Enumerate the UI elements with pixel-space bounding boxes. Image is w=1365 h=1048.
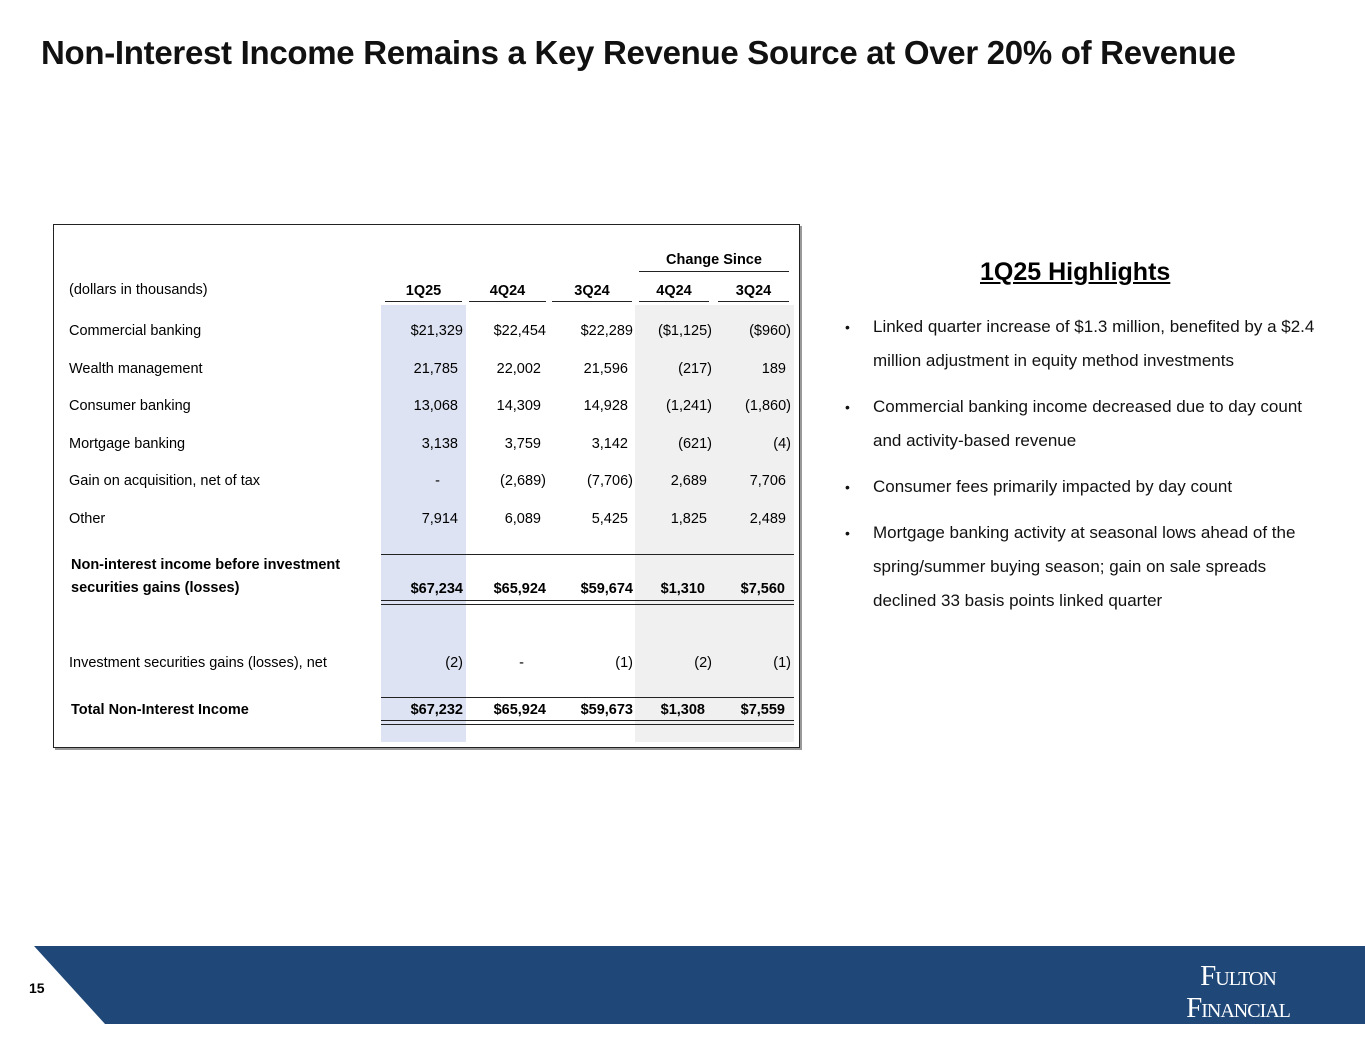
cell: $1,310 — [660, 581, 705, 597]
cell: 2,489 — [749, 511, 786, 527]
change-since-underline — [639, 271, 789, 272]
cell: 5,425 — [591, 511, 628, 527]
cell: 21,596 — [583, 361, 628, 377]
bullet-icon: • — [845, 479, 850, 495]
row-label: Wealth management — [69, 361, 203, 377]
income-table — [53, 224, 800, 748]
bullet-icon: • — [845, 399, 850, 415]
cell: (2) — [694, 655, 712, 671]
row-label: Commercial banking — [69, 323, 202, 339]
cell: $65,924 — [493, 581, 546, 597]
cell: (7,706) — [587, 473, 633, 489]
change-since-header: Change Since — [666, 252, 762, 268]
page-number: 15 — [29, 980, 45, 996]
highlight-item — [845, 516, 1325, 618]
cell: $65,924 — [493, 702, 546, 718]
cell: 3,759 — [504, 436, 541, 452]
cell: 7,914 — [421, 511, 458, 527]
highlight-item — [845, 390, 1325, 458]
column-header: 4Q24 — [656, 283, 692, 299]
cell: 6,089 — [504, 511, 541, 527]
company-logo — [1152, 960, 1324, 1048]
cell: 21,785 — [413, 361, 458, 377]
row-label: Other — [69, 511, 106, 527]
row-label: Investment securities gains (losses), net — [69, 655, 327, 671]
cell: $67,232 — [410, 702, 463, 718]
highlight-text: Commercial banking income decreased due to day count and activity-based revenue — [873, 397, 1303, 450]
row-label: Gain on acquisition, net of tax — [69, 473, 261, 489]
cell: 14,309 — [496, 398, 541, 414]
total-top-rule — [381, 697, 794, 698]
cell: (2,689) — [500, 473, 546, 489]
cell: $1,308 — [660, 702, 705, 718]
cell: 13,068 — [413, 398, 458, 414]
cell: (2) — [445, 655, 463, 671]
cell: ($1,125) — [657, 323, 712, 339]
logo-subtitle: Corporation — [1194, 1028, 1282, 1047]
cell: 189 — [761, 361, 786, 377]
highlight-text: Linked quarter increase of $1.3 million, benefited by a $2.4 million adjustment in equity method investments — [873, 317, 1315, 370]
cell: - — [435, 473, 440, 489]
cell: 1,825 — [670, 511, 707, 527]
cell: (4) — [773, 436, 791, 452]
subtotal-label: securities gains (losses) — [71, 580, 240, 596]
logo-rule — [1152, 1025, 1324, 1026]
cell: 14,928 — [583, 398, 628, 414]
subtotal-top-rule — [381, 554, 794, 555]
cell: (1,860) — [745, 398, 791, 414]
logo-wordmark: Fulton Financial — [1186, 960, 1290, 1024]
row-label: Consumer banking — [69, 398, 191, 414]
units-label: (dollars in thousands) — [69, 282, 208, 298]
cell: (621) — [678, 436, 712, 452]
cell: 7,706 — [749, 473, 786, 489]
cell: 2,689 — [670, 473, 707, 489]
cell: $67,234 — [410, 581, 463, 597]
cell: $59,674 — [580, 581, 633, 597]
column-underline — [385, 301, 462, 302]
cell: $7,560 — [740, 581, 785, 597]
highlight-item — [845, 470, 1325, 504]
cell: $22,289 — [580, 323, 633, 339]
cell: 22,002 — [496, 361, 541, 377]
column-underline — [718, 301, 789, 302]
cell: 3,138 — [421, 436, 458, 452]
column-underline — [469, 301, 546, 302]
total-label: Total Non-Interest Income — [71, 702, 249, 718]
subtotal-double-rule — [381, 600, 794, 605]
highlights-title: 1Q25 Highlights — [980, 258, 1171, 286]
column-header: 4Q24 — [489, 283, 526, 299]
bullet-icon: • — [845, 525, 850, 541]
total-double-rule — [381, 720, 794, 725]
bullet-icon: • — [845, 319, 850, 335]
cell: (1,241) — [666, 398, 712, 414]
cell: (1) — [615, 655, 633, 671]
row-label: Mortgage banking — [69, 436, 186, 452]
cell: $21,329 — [410, 323, 463, 339]
cell: $22,454 — [493, 323, 546, 339]
cell: (217) — [678, 361, 712, 377]
cell: (1) — [773, 655, 791, 671]
cell: ($960) — [749, 323, 791, 339]
column-header: 3Q24 — [735, 283, 772, 299]
highlights-list — [845, 310, 1325, 630]
highlight-text: Consumer fees primarily impacted by day count — [873, 477, 1233, 496]
column-header: 1Q25 — [405, 283, 442, 299]
slide-title: Non-Interest Income Remains a Key Revenue Source at Over 20% of Revenue — [41, 34, 1236, 71]
cell: $7,559 — [740, 702, 785, 718]
cell: 3,142 — [591, 436, 628, 452]
column-underline — [639, 301, 709, 302]
highlight-item — [845, 310, 1325, 378]
highlight-text: Mortgage banking activity at seasonal lows ahead of the spring/summer buying season; gain on sale spreads declined 33 basis points linked quarter — [873, 523, 1296, 610]
cell: $59,673 — [580, 702, 633, 718]
column-header: 3Q24 — [574, 283, 610, 299]
column-underline — [552, 301, 632, 302]
subtotal-label: Non-interest income before investment — [71, 557, 341, 573]
cell: - — [519, 655, 524, 671]
